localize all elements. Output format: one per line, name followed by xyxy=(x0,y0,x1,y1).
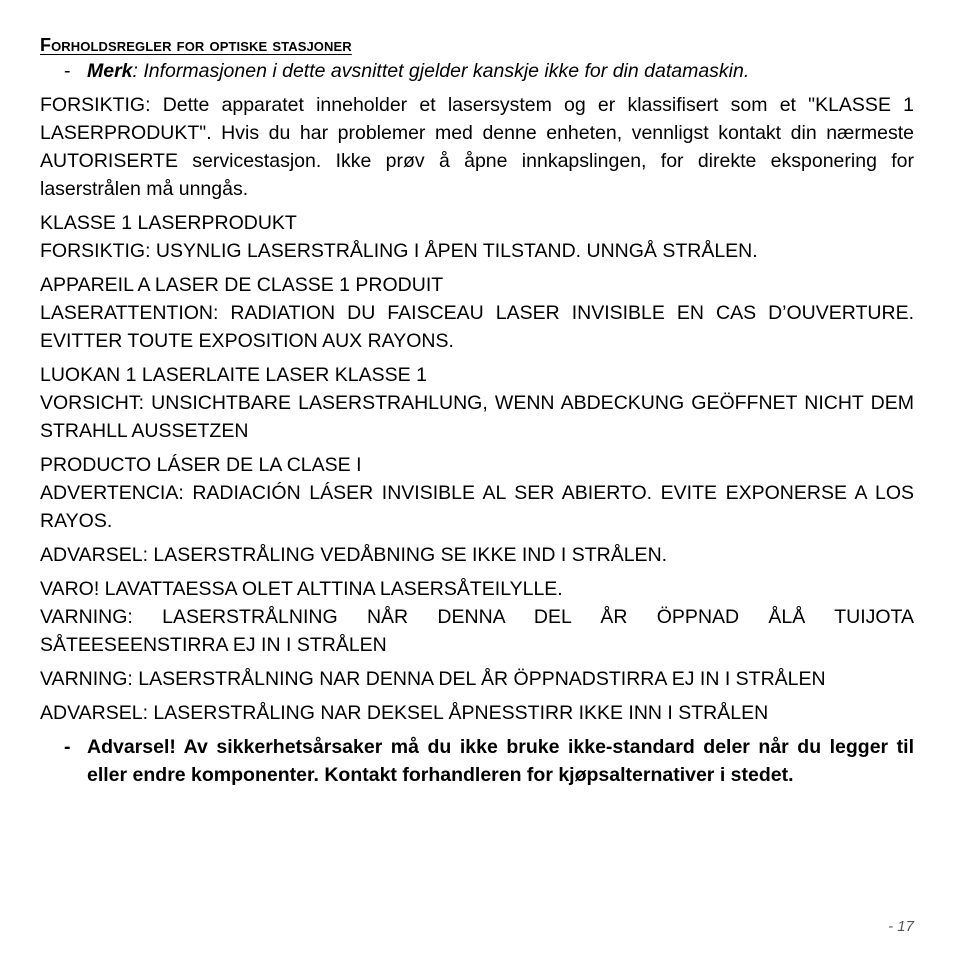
document-page xyxy=(40,34,914,789)
note-text: : Informasjonen i dette avsnittet gjelder kanskje ikke for din datamaskin. xyxy=(132,60,750,82)
warning-line: VARNING: LASERSTRÅLNING NÅR DENNA DEL ÅR ÖPPNAD ÅLÅ TUIJOTA SÅTEESEENSTIRRA EJ IN I STRÅLEN xyxy=(40,606,914,656)
warning-block-french xyxy=(40,271,914,355)
final-warning-text: Advarsel! Av sikkerhetsårsaker må du ikke bruke ikke-standard deler når du legger til eller endre komponenter. Kontakt forhandleren for kjøpsalternativer i stedet. xyxy=(87,736,914,786)
warning-line: FORSIKTIG: USYNLIG LASERSTRÅLING I ÅPEN TILSTAND. UNNGÅ STRÅLEN. xyxy=(40,240,758,262)
warning-block-norwegian xyxy=(40,209,914,265)
warning-block-norwegian-2 xyxy=(40,699,914,727)
warning-line: VARO! LAVATTAESSA OLET ALTTINA LASERSÅTEILYLLE. xyxy=(40,578,563,600)
page-number: - 17 xyxy=(888,918,914,935)
warning-block-finnish-swedish xyxy=(40,575,914,659)
warning-line: ADVARSEL: LASERSTRÅLING VEDÅBNING SE IKKE IND I STRÅLEN. xyxy=(40,544,668,566)
warning-line: VORSICHT: UNSICHTBARE LASERSTRAHLUNG, WENN ABDECKUNG GEÖFFNET NICHT DEM STRAHLL AUSSETZEN xyxy=(40,392,914,442)
warning-block-spanish xyxy=(40,451,914,535)
bullet-dash: - xyxy=(64,736,71,758)
note-content xyxy=(87,57,914,85)
warning-line: ADVARSEL: LASERSTRÅLING NAR DEKSEL ÅPNESSTIRR IKKE INN I STRÅLEN xyxy=(40,702,769,724)
caution-paragraph: FORSIKTIG: Dette apparatet inneholder et lasersystem og er klassifisert som et "KLASSE 1 LASERPRODUKT". Hvis du har problemer med denne enheten, vennligst kontakt din nærmeste AUTORISERTE servicestasjon. Ikke prøv å åpne innkapslingen, for direkte eksponering for laserstrålen må unngås. xyxy=(40,94,914,200)
warning-block-finnish-german xyxy=(40,361,914,445)
bullet-dash: - xyxy=(64,60,71,82)
warning-line: KLASSE 1 LASERPRODUKT xyxy=(40,212,297,234)
note-label: Merk xyxy=(87,60,133,82)
warning-line: PRODUCTO LÁSER DE LA CLASE I xyxy=(40,454,362,476)
warning-line: ADVERTENCIA: RADIACIÓN LÁSER INVISIBLE AL SER ABIERTO. EVITE EXPONERSE A LOS RAYOS. xyxy=(40,482,914,532)
warning-block-danish xyxy=(40,541,914,569)
warning-line: VARNING: LASERSTRÅLNING NAR DENNA DEL ÅR ÖPPNADSTIRRA EJ IN I STRÅLEN xyxy=(40,668,826,690)
note-bullet xyxy=(40,57,914,85)
section-heading: Forholdsregler for optiske stasjoner xyxy=(40,35,352,55)
warning-block-swedish xyxy=(40,665,914,693)
warning-line: APPAREIL A LASER DE CLASSE 1 PRODUIT xyxy=(40,274,444,296)
warning-line: LUOKAN 1 LASERLAITE LASER KLASSE 1 xyxy=(40,364,427,386)
warning-line: LASERATTENTION: RADIATION DU FAISCEAU LASER INVISIBLE EN CAS D’OUVERTURE. EVITTER TOUTE EXPOSITION AUX RAYONS. xyxy=(40,302,914,352)
final-warning-bullet xyxy=(40,733,914,789)
